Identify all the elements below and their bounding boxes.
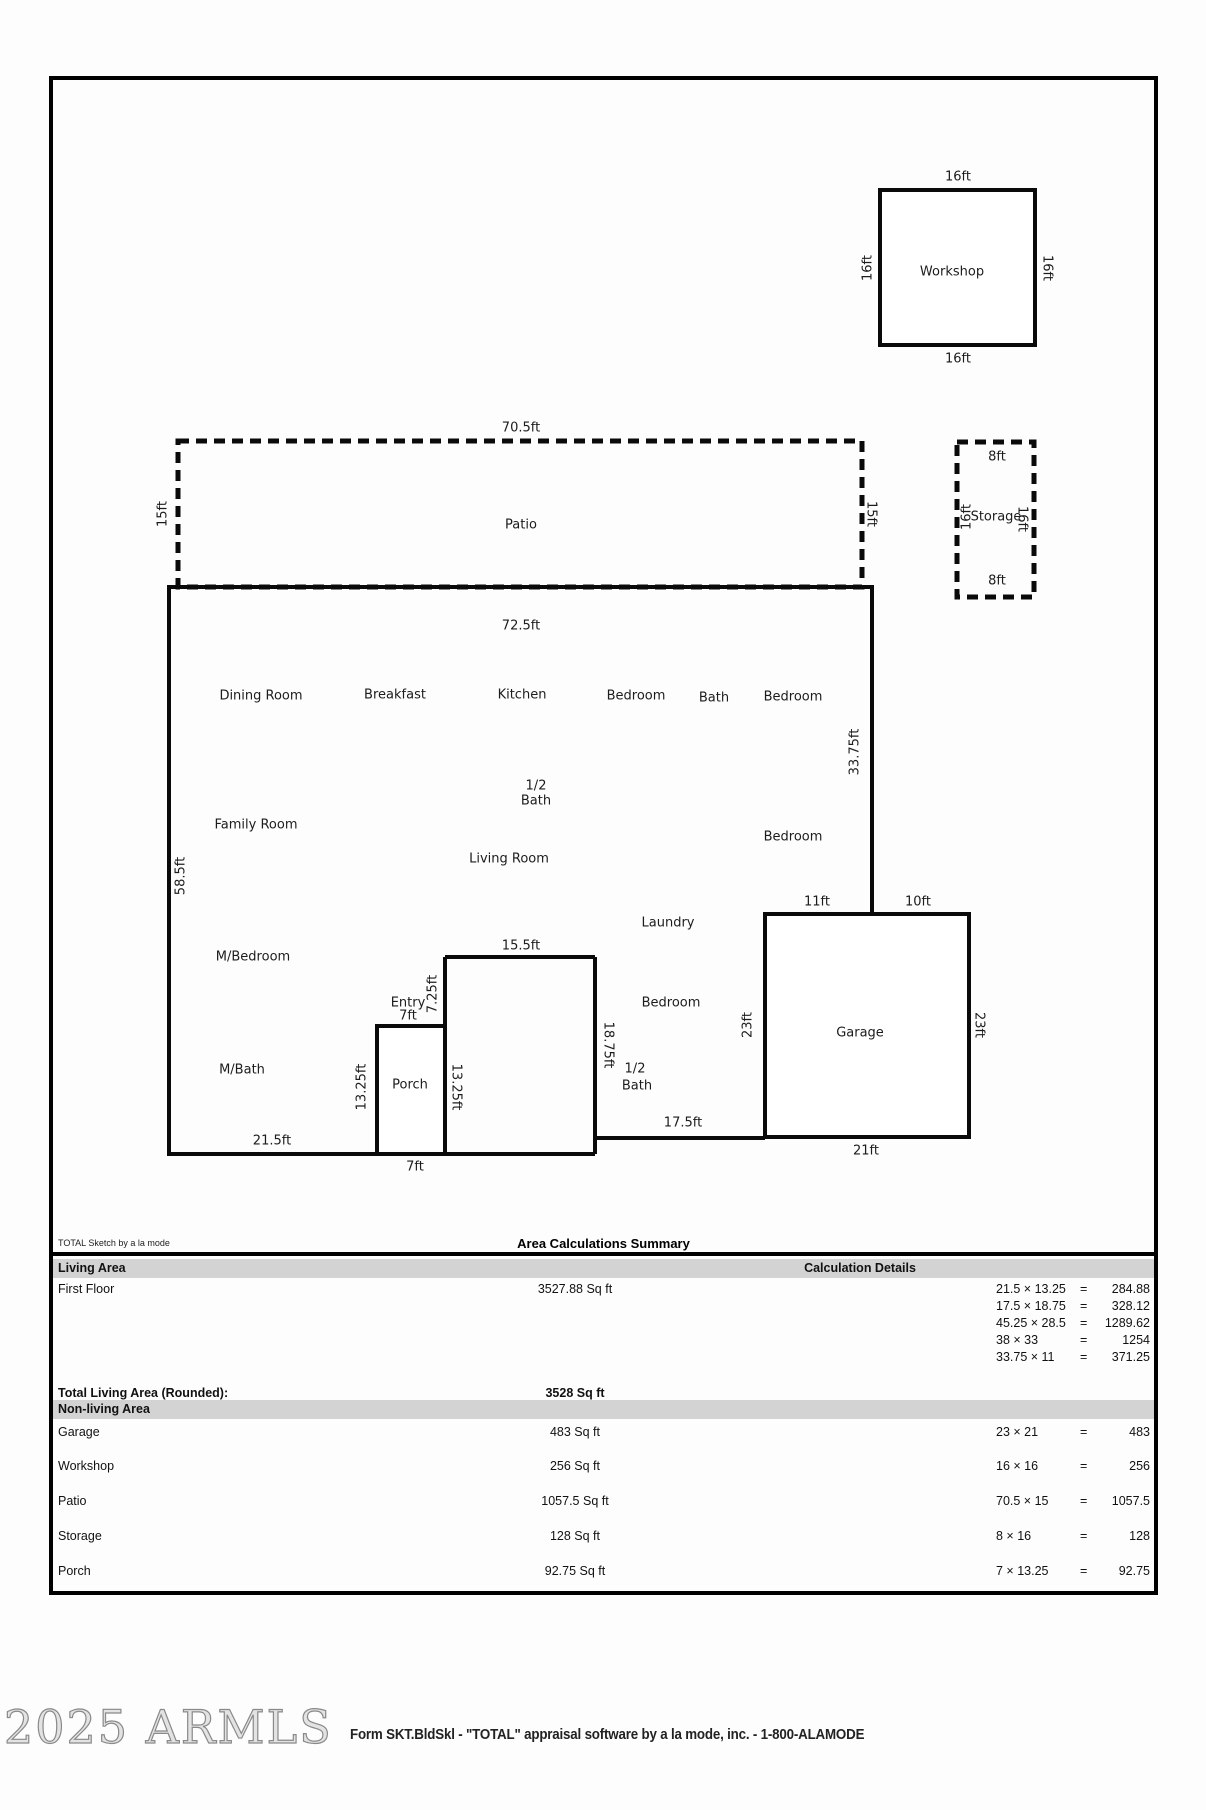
plan-label: M/Bath bbox=[219, 1062, 265, 1078]
plan-label: 16ft bbox=[860, 255, 876, 281]
summary-title: Area Calculations Summary bbox=[517, 1236, 690, 1251]
nonliving-name: Porch bbox=[58, 1564, 91, 1578]
calc-result: 328.12 bbox=[1111, 1299, 1150, 1313]
plan-label: Patio bbox=[505, 517, 537, 533]
calc-result: 92.75 bbox=[1118, 1564, 1150, 1578]
plan-label: Dining Room bbox=[219, 688, 303, 704]
plan-label: Bedroom bbox=[763, 829, 823, 845]
calc-expr: 21.5 × 13.25 bbox=[996, 1282, 1066, 1296]
calc-result: 256 bbox=[1129, 1459, 1150, 1473]
plan-label: Bedroom bbox=[606, 688, 666, 704]
plan-label: Garage bbox=[836, 1025, 884, 1041]
calc-expr: 23 × 21 bbox=[996, 1425, 1039, 1439]
plan-label: 21ft bbox=[853, 1143, 879, 1159]
plan-label: 1/2 bbox=[525, 778, 547, 794]
calc-expr: 45.25 × 28.5 bbox=[996, 1316, 1066, 1330]
plan-label: Bath bbox=[621, 1078, 653, 1094]
calc-expr: 70.5 × 15 bbox=[996, 1494, 1049, 1508]
patio-outline bbox=[178, 441, 862, 587]
nonliving-header-band bbox=[53, 1400, 1154, 1419]
plan-label: 13.25ft bbox=[354, 1063, 370, 1111]
calc-equals: = bbox=[1080, 1564, 1088, 1578]
calc-result: 284.88 bbox=[1111, 1282, 1150, 1296]
plan-label: 8ft bbox=[988, 573, 1006, 589]
nonliving-calc-line bbox=[996, 1529, 1150, 1544]
first-floor-label: First Floor bbox=[58, 1282, 115, 1296]
calc-equals: = bbox=[1080, 1529, 1088, 1543]
total-living-value: 3528 Sq ft bbox=[545, 1386, 605, 1400]
plan-label: 13.25ft bbox=[448, 1063, 464, 1111]
nonliving-calc-line bbox=[996, 1564, 1150, 1579]
plan-label: 72.5ft bbox=[501, 618, 541, 634]
calc-result: 371.25 bbox=[1111, 1350, 1150, 1364]
plan-label: 16ft bbox=[945, 351, 971, 367]
calc-expr: 8 × 16 bbox=[996, 1529, 1032, 1543]
nonliving-header: Non-living Area bbox=[58, 1402, 150, 1416]
form-identifier-line: Form SKT.BldSkl - "TOTAL" appraisal software by a la mode, inc. - 1-800-ALAMODE bbox=[350, 1727, 865, 1743]
calc-equals: = bbox=[1080, 1425, 1088, 1439]
living-area-header: Living Area bbox=[58, 1261, 126, 1275]
plan-label: 23ft bbox=[971, 1012, 987, 1038]
plan-label: 7.25ft bbox=[425, 974, 441, 1014]
plan-label: Kitchen bbox=[497, 687, 547, 703]
plan-label: Family Room bbox=[214, 817, 298, 833]
calc-result: 1254 bbox=[1122, 1333, 1150, 1347]
calc-line bbox=[996, 1316, 1150, 1331]
calc-result: 483 bbox=[1129, 1425, 1150, 1439]
nonliving-calc-line bbox=[996, 1459, 1150, 1474]
calc-result: 1057.5 bbox=[1111, 1494, 1150, 1508]
plan-label: 15ft bbox=[863, 501, 879, 527]
plan-label: 16ft bbox=[959, 504, 975, 530]
nonliving-name: Workshop bbox=[58, 1459, 115, 1473]
plan-label: Bath bbox=[698, 690, 730, 706]
nonliving-area: 128 Sq ft bbox=[549, 1529, 601, 1543]
plan-label: 58.5ft bbox=[173, 856, 189, 896]
first-floor-area: 3527.88 Sq ft bbox=[537, 1282, 613, 1296]
nonliving-name: Patio bbox=[58, 1494, 87, 1508]
plan-label: 15.5ft bbox=[501, 938, 541, 954]
nonliving-calc-line bbox=[996, 1494, 1150, 1509]
plan-label: Living Room bbox=[469, 851, 549, 867]
plan-label: 16ft bbox=[1014, 506, 1030, 532]
calculation-details-header: Calculation Details bbox=[804, 1261, 916, 1275]
plan-label: 23ft bbox=[740, 1012, 756, 1038]
living-area-header-band bbox=[53, 1259, 1154, 1278]
plan-label: Workshop bbox=[919, 264, 985, 280]
armls-watermark: 2025 ARMLS bbox=[4, 1700, 333, 1754]
calc-expr: 38 × 33 bbox=[996, 1333, 1039, 1347]
plan-label: 18.75ft bbox=[600, 1021, 616, 1069]
nonliving-area: 92.75 Sq ft bbox=[544, 1564, 606, 1578]
calc-equals: = bbox=[1080, 1459, 1088, 1473]
calc-equals: = bbox=[1080, 1494, 1088, 1508]
plan-label: Bath bbox=[520, 793, 552, 809]
nonliving-name: Storage bbox=[58, 1529, 102, 1543]
calc-equals: = bbox=[1080, 1350, 1088, 1364]
calc-expr: 16 × 16 bbox=[996, 1459, 1039, 1473]
nonliving-area: 483 Sq ft bbox=[549, 1425, 601, 1439]
plan-label: 33.75ft bbox=[847, 728, 863, 776]
nonliving-area: 256 Sq ft bbox=[549, 1459, 601, 1473]
calc-line bbox=[996, 1350, 1150, 1365]
plan-label: Breakfast bbox=[364, 687, 426, 703]
calc-result: 128 bbox=[1129, 1529, 1150, 1543]
calc-equals: = bbox=[1080, 1282, 1088, 1296]
plan-label: 11ft bbox=[804, 894, 830, 910]
calc-equals: = bbox=[1080, 1299, 1088, 1313]
nonliving-calc-line bbox=[996, 1425, 1150, 1440]
calc-expr: 33.75 × 11 bbox=[996, 1350, 1055, 1364]
plan-label: 8ft bbox=[988, 449, 1006, 465]
plan-label: 7ft bbox=[399, 1008, 417, 1024]
calc-expr: 17.5 × 18.75 bbox=[996, 1299, 1066, 1313]
plan-label: 16ft bbox=[945, 169, 971, 185]
plan-label: 17.5ft bbox=[663, 1115, 703, 1131]
plan-label: Bedroom bbox=[763, 689, 823, 705]
nonliving-area: 1057.5 Sq ft bbox=[541, 1494, 609, 1508]
calc-line bbox=[996, 1333, 1150, 1348]
calc-line bbox=[996, 1282, 1150, 1297]
plan-label: 70.5ft bbox=[501, 420, 541, 436]
plan-label: 10ft bbox=[905, 894, 931, 910]
sketch-credit: TOTAL Sketch by a la mode bbox=[58, 1238, 170, 1248]
plan-label: Storage bbox=[970, 509, 1022, 525]
plan-label: Entry bbox=[390, 995, 426, 1011]
plan-label: 1/2 bbox=[624, 1061, 646, 1077]
calc-equals: = bbox=[1080, 1333, 1088, 1347]
calc-expr: 7 × 13.25 bbox=[996, 1564, 1049, 1578]
plan-label: 15ft bbox=[155, 501, 171, 527]
plan-label: M/Bedroom bbox=[215, 949, 291, 965]
plan-label: Bedroom bbox=[641, 995, 701, 1011]
plan-label: Porch bbox=[392, 1077, 428, 1093]
nonliving-name: Garage bbox=[58, 1425, 100, 1439]
plan-label: 21.5ft bbox=[252, 1133, 292, 1149]
plan-label: 16ft bbox=[1039, 255, 1055, 281]
total-living-label: Total Living Area (Rounded): bbox=[58, 1386, 229, 1400]
calc-equals: = bbox=[1080, 1316, 1088, 1330]
plan-label: Laundry bbox=[641, 915, 695, 931]
plan-label: 7ft bbox=[406, 1159, 424, 1175]
calc-line bbox=[996, 1299, 1150, 1314]
calc-result: 1289.62 bbox=[1104, 1316, 1150, 1330]
